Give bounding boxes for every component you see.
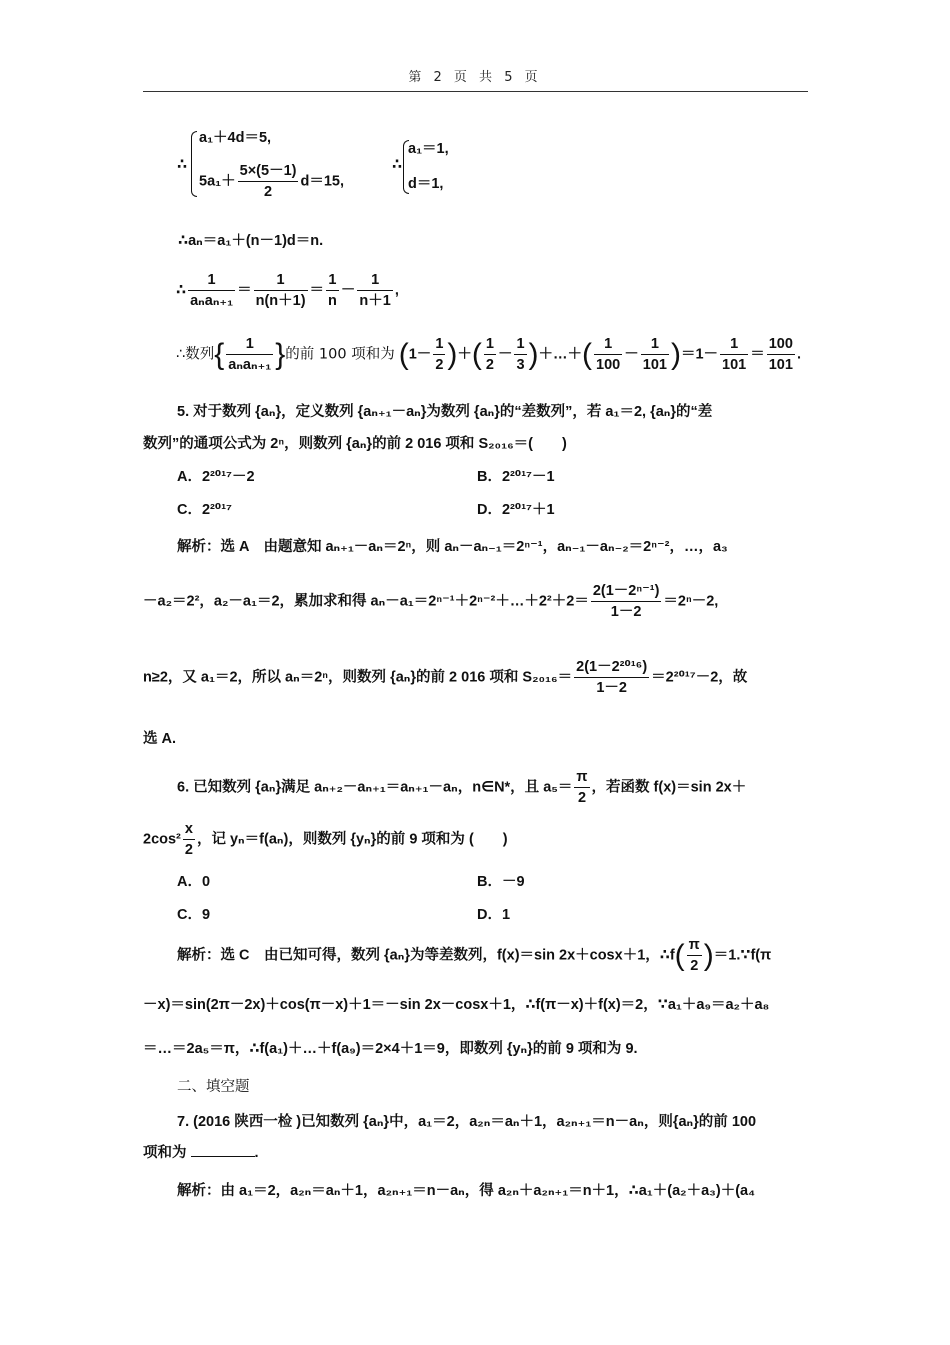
solution-a1: a₁＝1,	[408, 141, 449, 157]
q6-option-b: B．－9	[477, 874, 525, 890]
q7-solution-line1: 解析：由 a₁＝2，a₂ₙ＝aₙ＋1，a₂ₙ₊₁＝n－aₙ，得 a₂ₙ＋a₂ₙ₊₁＝n＋1，∴a₁＋(a₂＋a₃)＋(a₄	[177, 1183, 756, 1199]
q5-solution-line3: n≥2，又 a₁＝2，所以 aₙ＝2ⁿ，则数列 {aₙ}的前 2 016 项和 S₂₀₁₆＝ $\frac{\text{2(1－2²⁰¹⁶)}}{1-2}$ ＝2²⁰¹⁷－2，故	[143, 659, 748, 696]
q5-solution-line4: 选 A.	[143, 731, 177, 747]
q6-solution-line3: ＝…＝2a₅＝π，∴f(a₁)＋…＋f(a₉)＝2×4＋1＝9，即数列 {yₙ}的前 9 项和为 9.	[143, 1041, 638, 1057]
q5-option-c: C．2²⁰¹⁷	[177, 502, 233, 518]
q5-solution-line1: 解析：选 A 由题意知 aₙ₊₁－aₙ＝2ⁿ，则 aₙ－aₙ₋₁＝2ⁿ⁻¹，aₙ₋₁－aₙ₋₂＝2ⁿ⁻²，…，a₃	[177, 539, 728, 555]
system-eq1: a₁＋4d＝5,	[199, 130, 272, 146]
system-brace	[191, 131, 197, 197]
telescoping-sum-line: ∴数列{ $\frac{1}{\text{aₙaₙ₊₁}}$ }的前 100 项和为 (1－ $\frac{1}{2}$ )＋( $\frac{1}{2}$ － $\frac{1}{3}$ )＋…＋( $\frac{1}{100}$ － $\frac{1}{101}$ )＝1－ $\frac{1}{101}$ ＝ $\frac{100}{101}$ .	[176, 336, 801, 373]
answer-blank	[191, 1156, 255, 1157]
q7-stem-line2: 项和为 .	[143, 1145, 259, 1161]
q6-option-c: C．9	[177, 907, 211, 923]
q7-stem-line1: 7. (2016 陕西一检 )已知数列 {aₙ}中，a₁＝2，a₂ₙ＝aₙ＋1，a₂ₙ₊₁＝n－aₙ，则{aₙ}的前 100	[177, 1114, 757, 1130]
q6-solution-line1: 解析：选 C 由已知可得，数列 {aₙ}为等差数列，f(x)＝sin 2x＋cosx＋1，∴f( $\frac{\pi}{2}$ )＝1.∵f(π	[177, 937, 772, 974]
q5-stem-line2: 数列”的通项公式为 2ⁿ，则数列 {aₙ}的前 2 016 项和 S₂₀₁₆＝( )	[143, 436, 567, 452]
general-term-line: ∴aₙ＝a₁＋(n－1)d＝n.	[178, 233, 324, 249]
split-fraction-line: ∴ $\frac{1}{\text{aₙaₙ₊₁}}$ ＝ $\frac{1}{n(n+1)}$ ＝ $\frac{1}{n}$ － $\frac{1}{n+1}$ ,	[176, 272, 399, 309]
q6-stem-line2: 2cos² $\frac{x}{2}$ ，记 yₙ＝f(aₙ)，则数列 {yₙ}的前 9 项和为 ( )	[143, 821, 508, 858]
header-rule	[143, 91, 808, 92]
section-title-fill-in: 二、填空题	[177, 1079, 250, 1095]
q5-option-d: D．2²⁰¹⁷＋1	[477, 502, 555, 518]
q6-option-a: A．0	[177, 874, 211, 890]
q5-solution-line2: －a₂＝2²，a₂－a₁＝2，累加求和得 aₙ－a₁＝2ⁿ⁻¹＋2ⁿ⁻²＋…＋2²＋2＝ $\frac{\text{2(1－2ⁿ⁻¹)}}{1-2}$ ＝2ⁿ－2,	[143, 583, 719, 620]
solution-therefore: ∴	[392, 157, 403, 173]
system-therefore: ∴	[177, 157, 188, 173]
system-eq2: 5a₁＋ $\frac{5\times(5-1)}{2}$ d＝15,	[199, 163, 344, 200]
q5-option-a: A．2²⁰¹⁷－2	[177, 469, 255, 485]
page-indicator: 第 2 页 共 5 页	[408, 70, 542, 85]
q6-stem-line1: 6. 已知数列 {aₙ}满足 aₙ₊₂－aₙ₊₁＝aₙ₊₁－aₙ，n∈N*，且 a₅＝ $\frac{\pi}{2}$ ，若函数 f(x)＝sin 2x＋	[177, 769, 747, 806]
q5-stem-line1: 5. 对于数列 {aₙ}，定义数列 {aₙ₊₁－aₙ}为数列 {aₙ}的“差数列”，若 a₁＝2, {aₙ}的“差	[177, 404, 713, 420]
solution-d: d＝1,	[408, 176, 444, 192]
q5-option-b: B．2²⁰¹⁷－1	[477, 469, 555, 485]
q6-option-d: D．1	[477, 907, 511, 923]
q6-solution-line2: －x)＝sin(2π－2x)＋cos(π－x)＋1＝－sin 2x－cosx＋1，∴f(π－x)＋f(x)＝2，∵a₁＋a₉＝a₂＋a₈	[143, 997, 770, 1013]
